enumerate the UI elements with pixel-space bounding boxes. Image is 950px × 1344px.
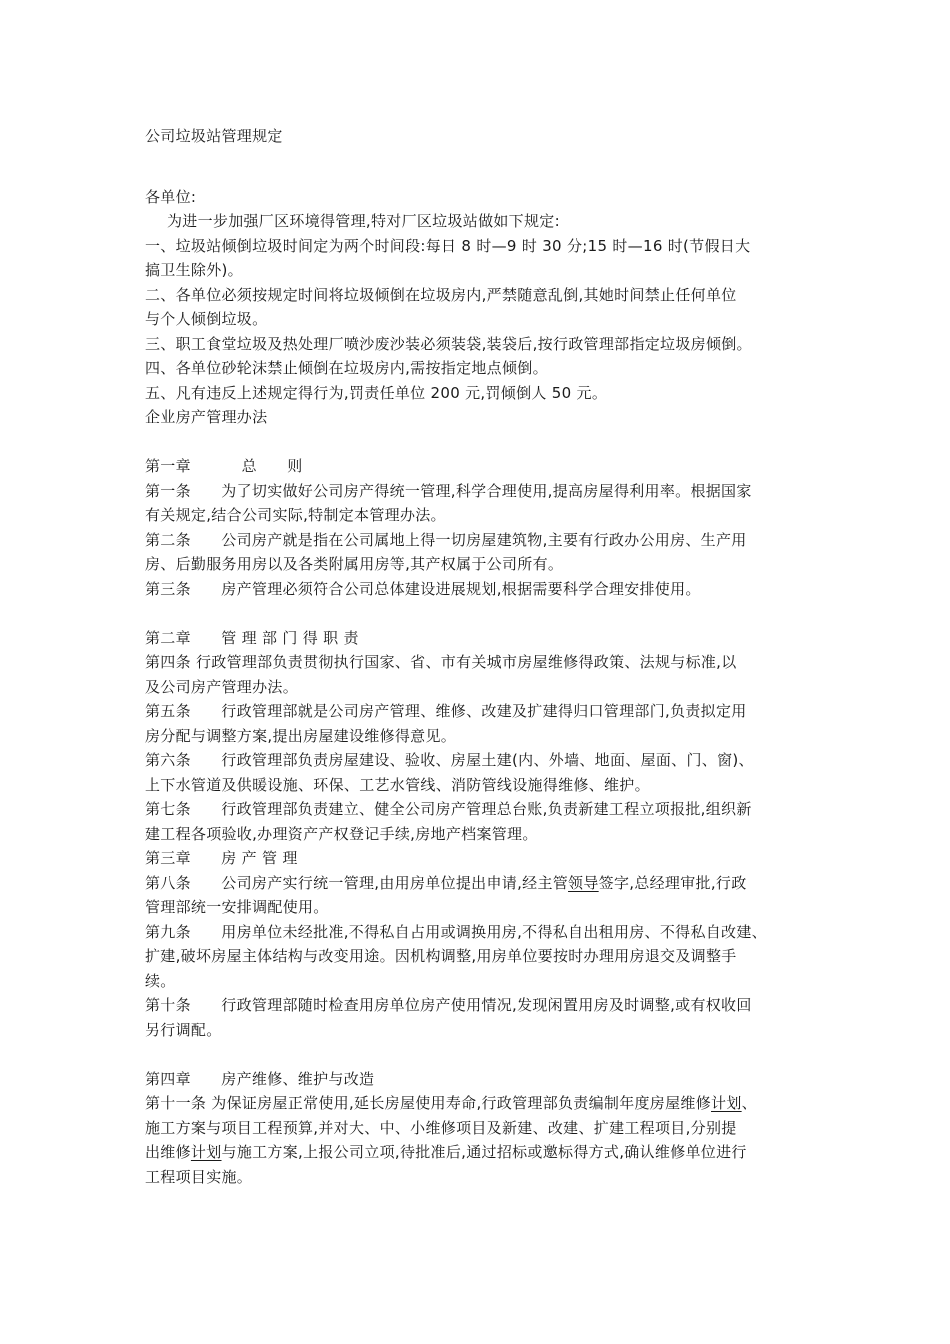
rule-item-text: 三、职工食堂垃圾及热处理厂喷沙废沙装必须装袋,装袋后,按行政管理部指定垃圾房倾倒。 xyxy=(145,334,752,353)
article-text-segment: 签字,总经理审批,行政 xyxy=(598,873,747,892)
rule-item-4 xyxy=(145,356,815,381)
article-10 xyxy=(145,993,815,1042)
article-4 xyxy=(145,650,815,699)
article-text: 有关规定,结合公司实际,特制定本管理办法。 xyxy=(145,506,446,524)
article-text: 另行调配。 xyxy=(145,1020,222,1039)
chapter-4-heading: 第四章 房产维修、维护与改造 xyxy=(145,1069,375,1088)
article-text: 第二条 公司房产就是指在公司属地上得一切房屋建筑物,主要有行政办公用房、生产用 xyxy=(145,530,747,549)
chapter-3-heading: 第三章 房 产 管 理 xyxy=(145,849,298,867)
article-2 xyxy=(145,528,815,577)
rule-item-text: 二、各单位必须按规定时间将垃圾倾倒在垃圾房内,严禁随意乱倒,其她时间禁止任何单位 xyxy=(145,285,737,304)
article-text: 第十条 行政管理部随时检查用房单位房产使用情况,发现闲置用房及时调整,或有权收回 xyxy=(145,996,752,1014)
article-9 xyxy=(145,920,815,994)
article-text: 及公司房产管理办法。 xyxy=(145,677,299,696)
article-text: 续。 xyxy=(145,971,176,990)
article-text: 第六条 行政管理部负责房屋建设、验收、房屋土建(内、外墙、地面、屋面、门、窗)、 xyxy=(145,751,754,769)
article-text: 第七条 行政管理部负责建立、健全公司房产管理总台账,负责新建工程立项报批,组织新 xyxy=(145,800,752,818)
article-text: 管理部统一安排调配使用。 xyxy=(145,898,329,916)
article-text: 建工程各项验收,办理资产产权登记手续,房地产档案管理。 xyxy=(145,824,538,843)
intro-paragraph: 为进一步加强厂区环境得管理,特对厂区垃圾站做如下规定: xyxy=(167,212,560,230)
rule-item-1 xyxy=(145,234,815,283)
rule-item-text: 搞卫生除外)。 xyxy=(145,261,243,279)
article-text: 第五条 行政管理部就是公司房产管理、维修、改建及扩建得归口管理部门,负责拟定用 xyxy=(145,702,747,720)
rule-item-text: 四、各单位砂轮沫禁止倾倒在垃圾房内,需按指定地点倾倒。 xyxy=(145,359,548,377)
spacer xyxy=(145,1042,815,1067)
rule-item-text: 一、垃圾站倾倒垃圾时间定为两个时间段:每日 8 时—9 时 30 分;15 时—16 时(节假日大 xyxy=(145,236,751,255)
spacer xyxy=(145,601,815,626)
article-text-segment: 与施工方案,上报公司立项,待批准后,通过招标或邀标得方式,确认维修单位进行 xyxy=(221,1143,747,1161)
article-text: 施工方案与项目工程预算,并对大、中、小维修项目及新建、改建、扩建工程项目,分别提 xyxy=(145,1118,737,1137)
rule-item-text: 五、凡有违反上述规定得行为,罚责任单位 200 元,罚倾倒人 50 元。 xyxy=(145,383,608,402)
article-text xyxy=(145,871,815,896)
underlined-term: 领导 xyxy=(568,873,599,892)
article-text xyxy=(145,1091,815,1116)
doc2-title: 企业房产管理办法 xyxy=(145,408,268,426)
article-text-segment: 第八条 公司房产实行统一管理,由用房单位提出申请,经主管 xyxy=(145,873,569,892)
spacer xyxy=(145,149,815,185)
article-text: 第九条 用房单位未经批准,不得私自占用或调换用房,不得私自出租用房、不得私自改建、 xyxy=(145,922,767,941)
article-text: 第四条 行政管理部负责贯彻执行国家、省、市有关城市房屋维修得政策、法规与标准,以 xyxy=(145,653,737,671)
rule-item-3 xyxy=(145,332,815,357)
article-text: 扩建,破坏房屋主体结构与改变用途。因机构调整,用房单位要按时办理用房退交及调整手 xyxy=(145,947,737,965)
article-7 xyxy=(145,797,815,846)
document-page xyxy=(145,124,815,1189)
rule-item-5 xyxy=(145,381,815,406)
greeting: 各单位: xyxy=(145,187,197,206)
article-text: 第三条 房产管理必须符合公司总体建设进展规划,根据需要科学合理安排使用。 xyxy=(145,579,701,598)
article-3 xyxy=(145,577,815,602)
article-1 xyxy=(145,479,815,528)
article-5 xyxy=(145,699,815,748)
chapter-1-heading: 第一章 总 则 xyxy=(145,457,303,475)
article-text xyxy=(145,1140,815,1165)
article-text-segment: 、 xyxy=(741,1094,757,1112)
doc-title: 公司垃圾站管理规定 xyxy=(145,127,283,145)
article-text: 第一条 为了切实做好公司房产得统一管理,科学合理使用,提高房屋得利用率。根据国家 xyxy=(145,481,752,500)
rule-item-2 xyxy=(145,283,815,332)
article-text: 工程项目实施。 xyxy=(145,1167,253,1186)
article-text: 房、后勤服务用房以及各类附属用房等,其产权属于公司所有。 xyxy=(145,555,564,573)
underlined-term: 计划 xyxy=(190,1143,222,1161)
article-text-segment: 第十一条 为保证房屋正常使用,延长房屋使用寿命,行政管理部负责编制年度房屋维修 xyxy=(145,1094,712,1112)
underlined-term: 计划 xyxy=(711,1094,742,1112)
article-6 xyxy=(145,748,815,797)
article-8 xyxy=(145,871,815,920)
rule-item-text: 与个人倾倒垃圾。 xyxy=(145,310,268,328)
chapter-2-heading: 第二章 管 理 部 门 得 职 责 xyxy=(145,628,359,647)
article-text-segment: 出维修 xyxy=(145,1143,191,1161)
spacer xyxy=(145,430,815,455)
article-11 xyxy=(145,1091,815,1189)
article-text: 房分配与调整方案,提出房屋建设维修得意见。 xyxy=(145,726,457,745)
article-text: 上下水管道及供暖设施、环保、工艺水管线、消防管线设施得维修、维护。 xyxy=(145,775,650,794)
